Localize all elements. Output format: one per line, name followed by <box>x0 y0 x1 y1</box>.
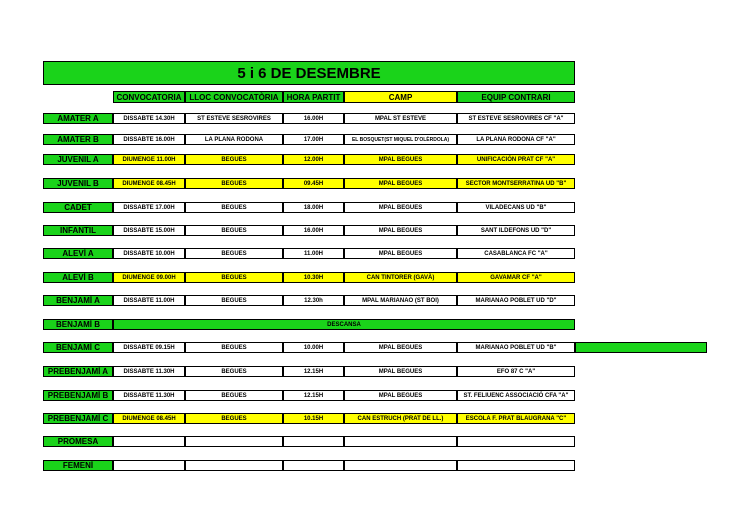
descansa-cell: DESCANSA <box>113 319 575 330</box>
equip-cell: VILADECANS UD "B" <box>457 202 575 213</box>
lloc-cell: BEGUES <box>185 225 283 236</box>
convocatoria-cell: DIUMENGE 08.45H <box>113 413 185 424</box>
lloc-cell: BEGUES <box>185 248 283 259</box>
highlight-bar <box>575 342 707 353</box>
lloc-cell: BEGUES <box>185 154 283 165</box>
lloc-cell <box>185 436 283 447</box>
page-title: 5 i 6 DE DESEMBRE <box>43 61 575 85</box>
team-label: JUVENIL B <box>43 178 113 189</box>
header-hora: HORA PARTIT <box>283 91 344 103</box>
team-label: PREBENJAMÍ A <box>43 366 113 377</box>
hora-cell: 16.00H <box>283 113 344 124</box>
equip-cell: ST ESTEVE SESROVIRES CF "A" <box>457 113 575 124</box>
lloc-cell: BEGUES <box>185 366 283 377</box>
header-convocatoria: CONVOCATORIA <box>113 91 185 103</box>
team-label: AMATER A <box>43 113 113 124</box>
lloc-cell: ST ESTEVE SESROVIRES <box>185 113 283 124</box>
team-label: ALEVÍ B <box>43 272 113 283</box>
team-label: PREBENJAMÍ B <box>43 390 113 401</box>
equip-cell: CASABLANCA FC "A" <box>457 248 575 259</box>
equip-cell: UNIFICACIÓN PRAT CF "A" <box>457 154 575 165</box>
header-equip: EQUIP CONTRARI <box>457 91 575 103</box>
equip-cell: EFO 87 C "A" <box>457 366 575 377</box>
convocatoria-cell: DIUMENGE 11.00H <box>113 154 185 165</box>
convocatoria-cell: DISSABTE 09.15H <box>113 342 185 353</box>
convocatoria-cell: DISSABTE 17.00H <box>113 202 185 213</box>
hora-cell: 12.00H <box>283 154 344 165</box>
lloc-cell: BEGUES <box>185 178 283 189</box>
convocatoria-cell: DIUMENGE 08.45H <box>113 178 185 189</box>
lloc-cell: BEGUES <box>185 202 283 213</box>
hora-cell: 10.00H <box>283 342 344 353</box>
lloc-cell: BEGUES <box>185 342 283 353</box>
team-label: BENJAMÍ C <box>43 342 113 353</box>
hora-cell <box>283 436 344 447</box>
convocatoria-cell: DISSABTE 15.00H <box>113 225 185 236</box>
header-camp: CAMP <box>344 91 457 103</box>
hora-cell: 11.00H <box>283 248 344 259</box>
camp-cell: CAN ESTRUCH (PRAT DE LL.) <box>344 413 457 424</box>
camp-cell: MPAL BEGUES <box>344 342 457 353</box>
equip-cell <box>457 460 575 471</box>
lloc-cell: BEGUES <box>185 272 283 283</box>
convocatoria-cell <box>113 436 185 447</box>
team-label: PROMESA <box>43 436 113 447</box>
hora-cell: 12.30h <box>283 295 344 306</box>
convocatoria-cell: DISSABTE 16.00H <box>113 134 185 145</box>
convocatoria-cell: DISSABTE 10.00H <box>113 248 185 259</box>
equip-cell <box>457 436 575 447</box>
convocatoria-cell: DISSABTE 11.30H <box>113 366 185 377</box>
team-label: BENJAMÍ B <box>43 319 113 330</box>
equip-cell: SECTOR MONTSERRATINA UD "B" <box>457 178 575 189</box>
camp-cell: MPAL BEGUES <box>344 390 457 401</box>
convocatoria-cell: DISSABTE 11.30H <box>113 390 185 401</box>
equip-cell: SANT ILDEFONS UD "D" <box>457 225 575 236</box>
team-label: ALEVÍ A <box>43 248 113 259</box>
camp-cell: MPAL ST ESTEVE <box>344 113 457 124</box>
equip-cell: ST. FELIUENC ASSOCIACIÓ CFA "A" <box>457 390 575 401</box>
hora-cell: 09.45H <box>283 178 344 189</box>
hora-cell: 10.15H <box>283 413 344 424</box>
camp-cell: MPAL BEGUES <box>344 366 457 377</box>
team-label: INFANTIL <box>43 225 113 236</box>
camp-cell: MPAL BEGUES <box>344 202 457 213</box>
equip-cell: MARIANAO POBLET UD "D" <box>457 295 575 306</box>
equip-cell: GAVAMAR CF "A" <box>457 272 575 283</box>
camp-cell: CAN TINTORER (GAVÀ) <box>344 272 457 283</box>
hora-cell: 17.00H <box>283 134 344 145</box>
lloc-cell: LA PLANA RODONA <box>185 134 283 145</box>
lloc-cell: BEGUES <box>185 295 283 306</box>
team-label: CADET <box>43 202 113 213</box>
team-label: BENJAMÍ A <box>43 295 113 306</box>
equip-cell: ESCOLA F. PRAT BLAUGRANA "C" <box>457 413 575 424</box>
hora-cell: 18.00H <box>283 202 344 213</box>
team-label: PREBENJAMÍ C <box>43 413 113 424</box>
camp-cell: MPAL BEGUES <box>344 154 457 165</box>
convocatoria-cell: DIUMENGE 09.00H <box>113 272 185 283</box>
hora-cell: 16.00H <box>283 225 344 236</box>
team-label: JUVENIL A <box>43 154 113 165</box>
hora-cell: 10.30H <box>283 272 344 283</box>
equip-cell: LA PLANA RODONA CF "A" <box>457 134 575 145</box>
lloc-cell <box>185 460 283 471</box>
camp-cell: MPAL BEGUES <box>344 178 457 189</box>
hora-cell <box>283 460 344 471</box>
team-label: FEMENÍ <box>43 460 113 471</box>
header-lloc: LLOC CONVOCATÒRIA <box>185 91 283 103</box>
convocatoria-cell: DISSABTE 11.00H <box>113 295 185 306</box>
camp-cell: MPAL BEGUES <box>344 248 457 259</box>
camp-cell: MPAL BEGUES <box>344 225 457 236</box>
equip-cell: MARIANAO POBLET UD "B" <box>457 342 575 353</box>
lloc-cell: BEGUES <box>185 413 283 424</box>
hora-cell: 12.15H <box>283 390 344 401</box>
lloc-cell: BEGUES <box>185 390 283 401</box>
camp-cell: EL BOSQUET(ST MIQUEL D'OLÈRDOLA) <box>344 134 457 145</box>
team-label: AMATER B <box>43 134 113 145</box>
hora-cell: 12.15H <box>283 366 344 377</box>
convocatoria-cell: DISSABTE 14.30H <box>113 113 185 124</box>
convocatoria-cell <box>113 460 185 471</box>
camp-cell <box>344 460 457 471</box>
camp-cell: MPAL MARIANAO (ST BOI) <box>344 295 457 306</box>
camp-cell <box>344 436 457 447</box>
